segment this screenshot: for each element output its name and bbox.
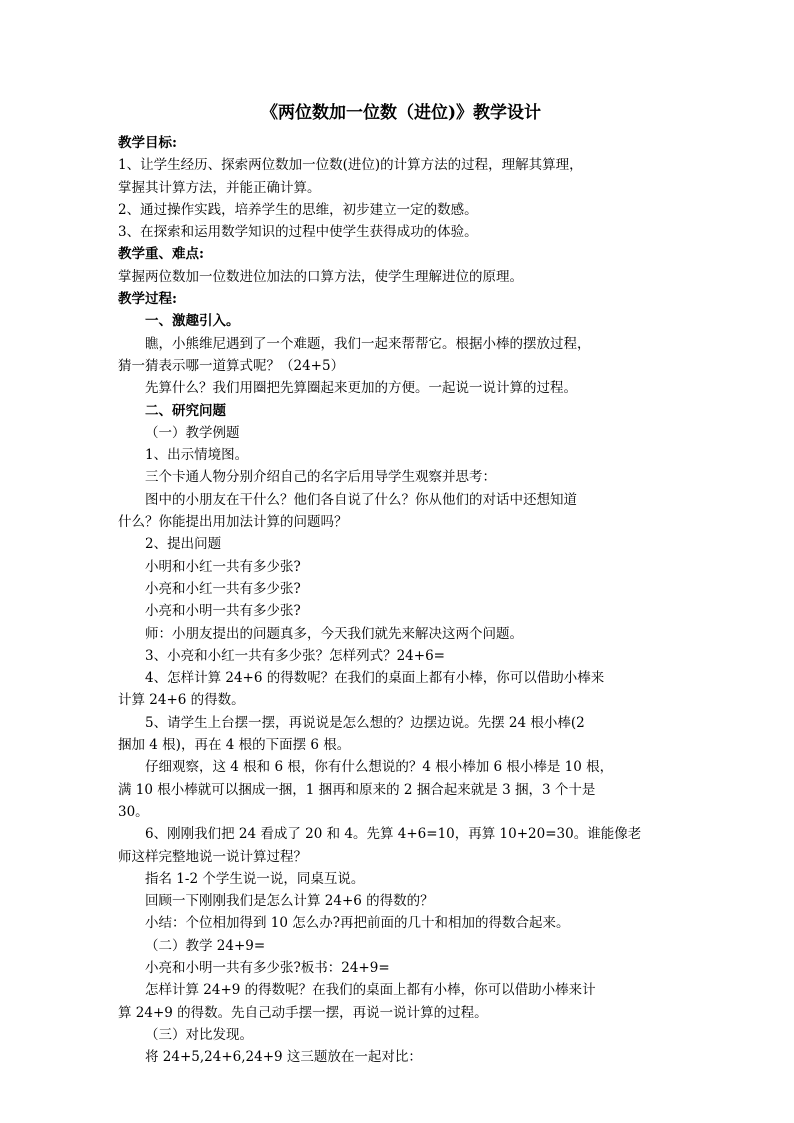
item-1-paragraph-1: 三个卡通人物分别介绍自己的名字后用导学生观察并思考：: [145, 469, 496, 486]
name-students: 指名 1-2 个学生说一说，同桌互说。: [145, 870, 365, 887]
summary: 小结：个位相加得到 10 怎么办?再把前面的几十和相加的得数合起来。: [145, 915, 570, 932]
section-1-paragraph-1-line-1: 瞧，小熊维尼遇到了一个难题，我们一起来帮帮它。根据小棒的摆放过程，: [145, 335, 591, 352]
teacher-remark: 师：小朋友提出的问题真多，今天我们就先来解决这两个问题。: [145, 625, 523, 642]
document-page: [118, 100, 684, 1068]
item-5-line-1: 5、请学生上台摆一摆，再说说是怎么想的？边摆边说。先摆 24 根小棒(2: [145, 714, 585, 731]
item-5-line-2: 捆加 4 根)，再在 4 根的下面摆 6 根。: [118, 737, 351, 754]
item-6-line-2: 师这样完整地说一说计算过程？: [118, 848, 307, 865]
subsection-2-paragraph-line-1: 怎样计算 24+9 的得数呢？在我们的桌面上都有小棒，你可以借助小棒来计: [145, 982, 596, 999]
observe-line-2: 满 10 根小棒就可以捆成一捆，1 捆再和原来的 2 捆合起来就是 3 捆，3 个十是: [118, 781, 596, 798]
subsection-3-heading: （三）对比发现。: [145, 1026, 253, 1043]
question-1: 小明和小红一共有多少张?: [145, 558, 301, 575]
objective-line-3: 2、通过操作实践，培养学生的思维，初步建立一定的数感。: [118, 201, 478, 218]
objective-line-1: 1、让学生经历、探索两位数加一位数(进位)的计算方法的过程，理解其算理，: [118, 157, 583, 174]
section-2-heading: 二、研究问题: [145, 402, 226, 419]
subsection-2-paragraph-line-2: 算 24+9 的得数。先自己动手摆一摆，再说一说计算的过程。: [118, 1004, 488, 1021]
observe-line-3: 30。: [118, 803, 149, 820]
subsection-2-question: 小亮和小明一共有多少张?板书：24+9=: [145, 959, 390, 976]
item-3: 3、小亮和小红一共有多少张？怎样列式？24+6=: [145, 647, 445, 664]
item-6-line-1: 6、刚刚我们把 24 看成了 20 和 4。先算 4+6=10，再算 10+20=30。谁能像老: [145, 826, 642, 843]
item-4-line-2: 计算 24+6 的得数。: [118, 692, 245, 709]
section-1-heading: 一、激趣引入。: [145, 313, 240, 330]
key-points-heading: 教学重、难点:: [118, 246, 204, 263]
question-3: 小亮和小明一共有多少张?: [145, 603, 301, 620]
observe-line-1: 仔细观察，这 4 根和 6 根，你有什么想说的？4 根小棒加 6 根小棒是 10 根，: [145, 759, 614, 776]
item-1: 1、出示情境图。: [145, 447, 249, 464]
item-2: 2、提出问题: [145, 536, 222, 553]
objectives-heading: 教学目标:: [118, 135, 177, 151]
section-1-paragraph-2: 先算什么？我们用圈把先算圈起来更加的方便。一起说一说计算的过程。: [145, 380, 577, 397]
question-2: 小亮和小红一共有多少张?: [145, 580, 301, 597]
key-points-text: 掌握两位数加一位数进位加法的口算方法，使学生理解进位的原理。: [118, 268, 523, 285]
item-1-paragraph-2-line-2: 什么？你能提出用加法计算的问题吗？: [118, 514, 348, 531]
process-heading: 教学过程:: [118, 291, 177, 308]
section-1-paragraph-1-line-2: 猜一猜表示哪一道算式呢？（24+5）: [118, 357, 345, 374]
item-4-line-1: 4、怎样计算 24+6 的得数呢？在我们的桌面上都有小棒，你可以借助小棒来: [145, 670, 605, 687]
document-title: 《两位数加一位数（进位)》教学设计: [260, 103, 542, 123]
subsection-1-heading: （一）教学例题: [145, 424, 240, 441]
review: 回顾一下刚刚我们是怎么计算 24+6 的得数的？: [145, 893, 434, 910]
objective-line-2: 掌握其计算方法，并能正确计算。: [118, 179, 321, 196]
item-1-paragraph-2-line-1: 图中的小朋友在干什么？他们各自说了什么？你从他们的对话中还想知道: [145, 491, 577, 508]
subsection-2-heading: （二）教学 24+9=: [145, 937, 266, 954]
objective-line-4: 3、在探索和运用数学知识的过程中使学生获得成功的体验。: [118, 224, 478, 241]
subsection-3-paragraph: 将 24+5,24+6,24+9 这三题放在一起对比：: [145, 1049, 422, 1066]
